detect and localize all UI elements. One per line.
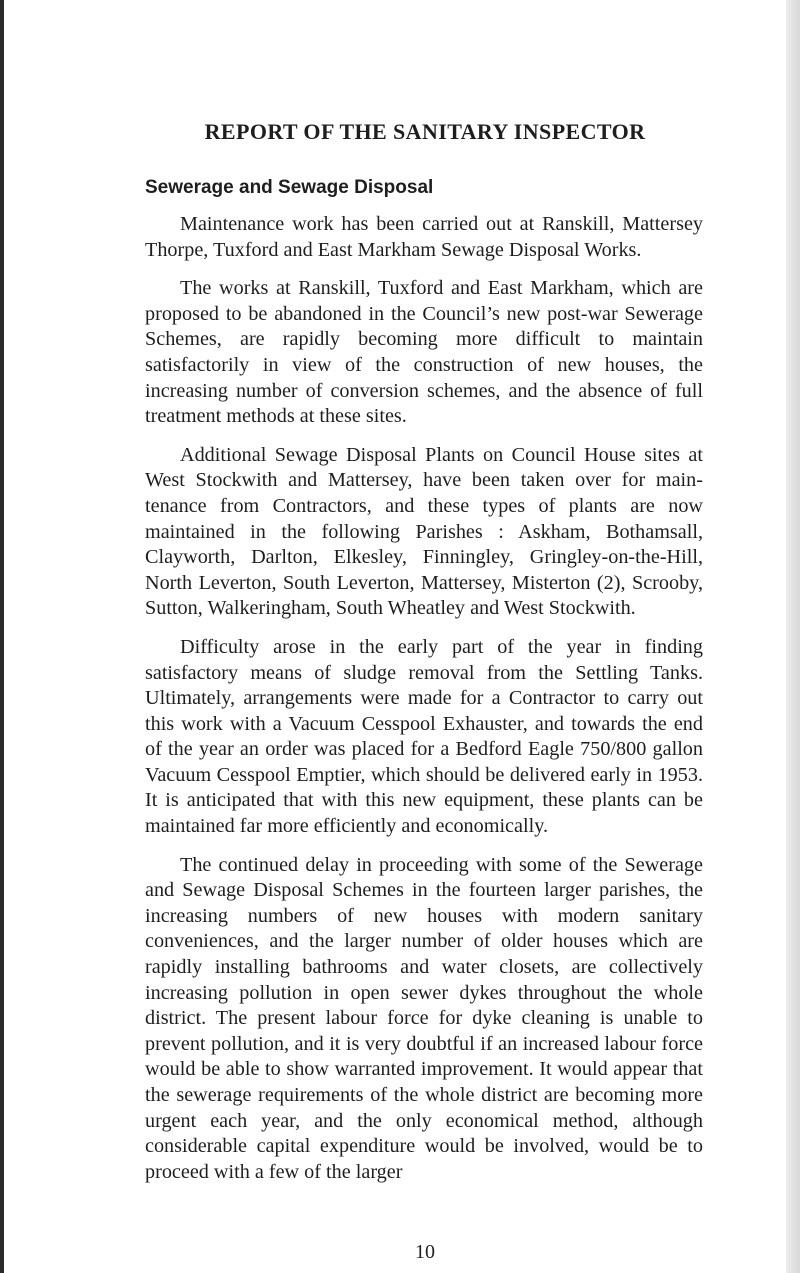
page-edge-shadow xyxy=(786,0,800,1273)
page-number: 10 xyxy=(415,1241,435,1263)
page-title: REPORT OF THE SANITARY INSPECTOR xyxy=(204,119,646,144)
paragraph-pollution: The continued delay in proceeding with some of the Sewerage and Sewage Disposal Schemes in the fourteen larger parishes, the increasing numbers of new houses with modern sanitary conveniences, and the larger number of older houses which are rapidly installing bathrooms and water closets, are collectively increasing pollution in open sewer dykes throughout the whole district. The present labour force for dyke cleaning is unable to prevent pollution, and it is very doubtful if an increased labour force would be able to show warranted improvement. It would appear that the sewerage requirements of the whole district are becoming more urgent each year, and the only economical method, although considerable capital expenditure would be involved, would be to proceed with a few of the larger xyxy=(145,853,703,1183)
paragraph-abandoned-works: The works at Ranskill, Tuxford and East Markham, which are proposed to be abandoned in the Council’s new post-war Sewerage Schemes, are rapidly becoming more difficult to maintain satisfactorily in view of the construction of new houses, the increasing number of conversion schemes, and the absence of full treatment methods at these sites. xyxy=(145,277,703,428)
section-heading: Sewerage and Sewage Disposal xyxy=(145,177,434,198)
paragraph-additional-plants: Additional Sewage Disposal Plants on Council House sites at West Stockwith and Mattersey, have been taken over for maintenance from Contractors, and these types of plants are now maintained in the following Parishes : Askham, Bothamsall, Clayworth, Darlton, Elkesley, Finningley, Gringley-on-the-Hill, North Leverton, South Leverton, Mattersey, Misterton (2), Scrooby, Sutton, Walkeringham, South Wheatley and West Stockwith. xyxy=(145,443,703,620)
page-edge-rule xyxy=(0,0,4,1273)
body-text xyxy=(145,212,703,1198)
paragraph-sludge-removal: Difficulty arose in the early part of the year in finding satisfactory means of sludge removal from the Settling Tanks. Ultimately, arrangements were made for a Contractor to carry out this work with a Vacuum Cesspool Exhauster, and towards the end of the year an order was placed for a Bedford Eagle 750/800 gallon Vacuum Cesspool Emptier, which should be delivered early in 1953. It is anticipated that with this new equipment, these plants can be maintained far more efficiently and economically. xyxy=(145,635,703,838)
paragraph-maintenance: Maintenance work has been carried out at Ranskill, Mattersey Thorpe, Tuxford and East Markham Sewage Disposal Works. xyxy=(145,213,703,261)
